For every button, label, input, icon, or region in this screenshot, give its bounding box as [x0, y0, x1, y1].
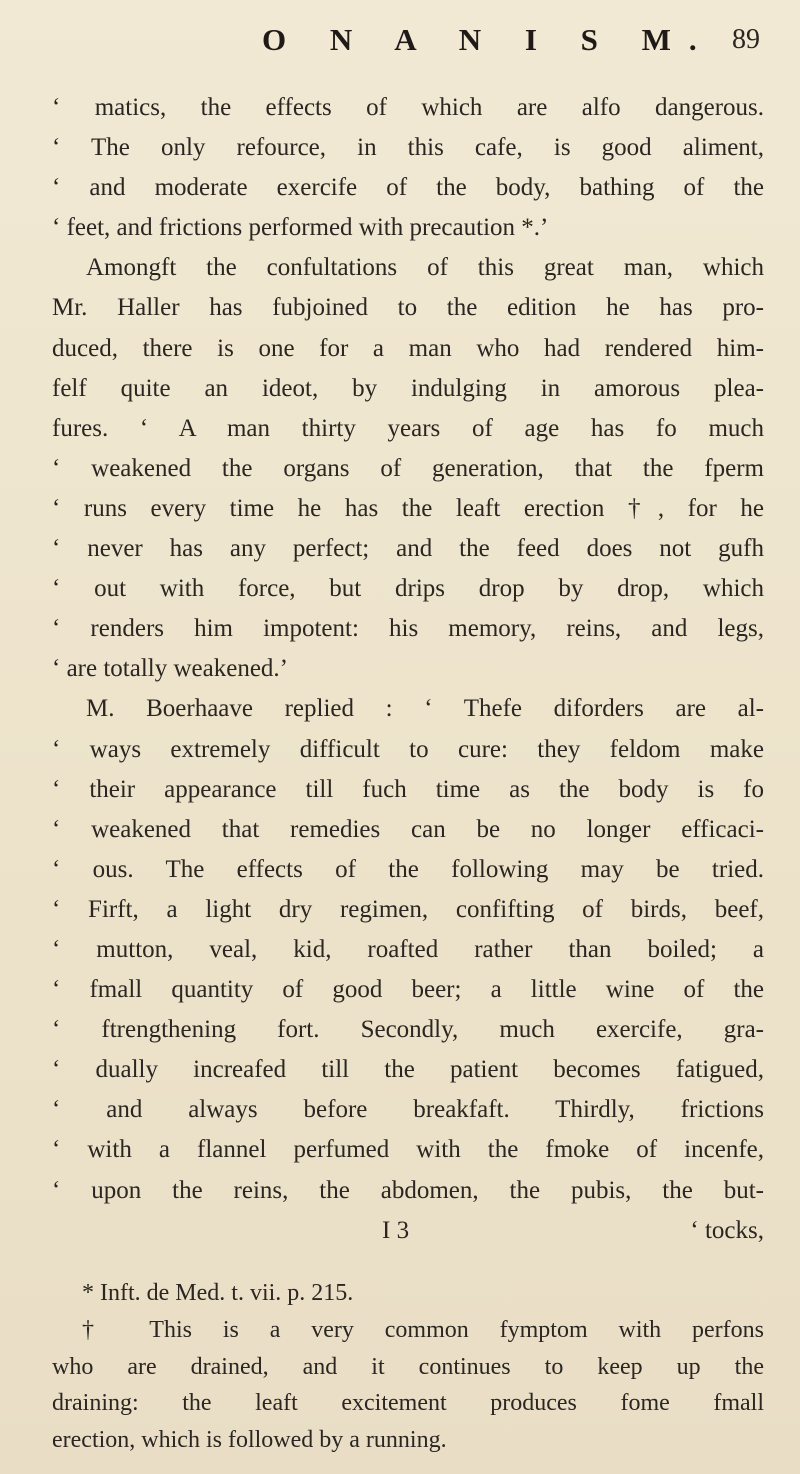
text-line: ‘ out with force, but drips drop by drop, which: [52, 575, 764, 603]
running-head: [0, 22, 800, 66]
text-line: ‘ matics, the effects of which are alfo dangerous.: [52, 94, 764, 121]
text-line: ‘ ftrengthening fort. Secondly, much exercife, gra-: [52, 1016, 764, 1044]
text-line: ‘ feet, and frictions performed with precaution *.’: [52, 214, 549, 242]
text-line: ‘ mutton, veal, kid, roafted rather than boiled; a: [52, 935, 764, 963]
text-line: ‘ weakened that remedies can be no longer efficaci-: [52, 815, 764, 843]
text-line: ‘ ways extremely difficult to cure: they feldom make: [52, 735, 764, 763]
text-line: Amongft the confultations of this great man, which: [86, 254, 764, 282]
text-line: ‘ weakened the organs of generation, that the fperm: [52, 454, 764, 482]
footnote-continuation: draining: the leaft excitement produces fome fmall: [52, 1390, 764, 1417]
signature-line: [52, 1211, 764, 1251]
text-line: duced, there is one for a man who had rendered him-: [52, 334, 764, 362]
text-line: ‘ renders him impotent: his memory, reins, and legs,: [52, 615, 764, 643]
text-line: ‘ upon the reins, the abdomen, the pubis, the but-: [52, 1176, 764, 1204]
text-line: ‘ Firft, a light dry regimen, confifting of birds, beef,: [52, 895, 764, 923]
footnote-continuation: erection, which is followed by a running.: [52, 1427, 447, 1454]
text-line: ‘ with a flannel perfumed with the fmoke of incenfe,: [52, 1136, 764, 1164]
page-number: 89: [732, 24, 760, 55]
text-line: ‘ and moderate exercife of the body, bathing of the: [52, 174, 764, 202]
footnote-continuation: who are drained, and it continues to keep up the: [52, 1353, 764, 1380]
text-line: ‘ The only refource, in this cafe, is good aliment,: [52, 134, 764, 162]
text-line: ‘ are totally weakened.’: [52, 655, 288, 683]
running-head-title: O N A N I S M.: [262, 22, 715, 57]
footnote: † This is a very common fymptom with perfons: [82, 1316, 764, 1343]
text-line: ‘ never has any perfect; and the feed does not gufh: [52, 535, 764, 563]
text-line: ‘ and always before breakfaft. Thirdly, frictions: [52, 1096, 764, 1124]
text-line: ‘ their appearance till fuch time as the body is fo: [52, 775, 764, 803]
text-line: ‘ dually increafed till the patient becomes fatigued,: [52, 1056, 764, 1084]
footnote: * Inft. de Med. t. vii. p. 215.: [82, 1280, 354, 1306]
text-line: ‘ fmall quantity of good beer; a little wine of the: [52, 976, 764, 1004]
text-line: Mr. Haller has fubjoined to the edition he has pro-: [52, 294, 764, 322]
text-line: ‘ runs every time he has the leaft erection †, for he: [52, 494, 764, 522]
text-line: M. Boerhaave replied : ‘ Thefe diforders are al-: [86, 695, 764, 723]
main-text: [52, 88, 764, 1251]
footnotes: [52, 1275, 764, 1459]
text-line: ‘ ous. The effects of the following may be tried.: [52, 855, 764, 883]
signature-mark: I 3: [382, 1216, 410, 1244]
text-line: fures. ‘ A man thirty years of age has fo much: [52, 414, 764, 442]
catchword: ‘ tocks,: [690, 1216, 764, 1244]
text-line: felf quite an ideot, by indulging in amorous plea-: [52, 374, 764, 402]
